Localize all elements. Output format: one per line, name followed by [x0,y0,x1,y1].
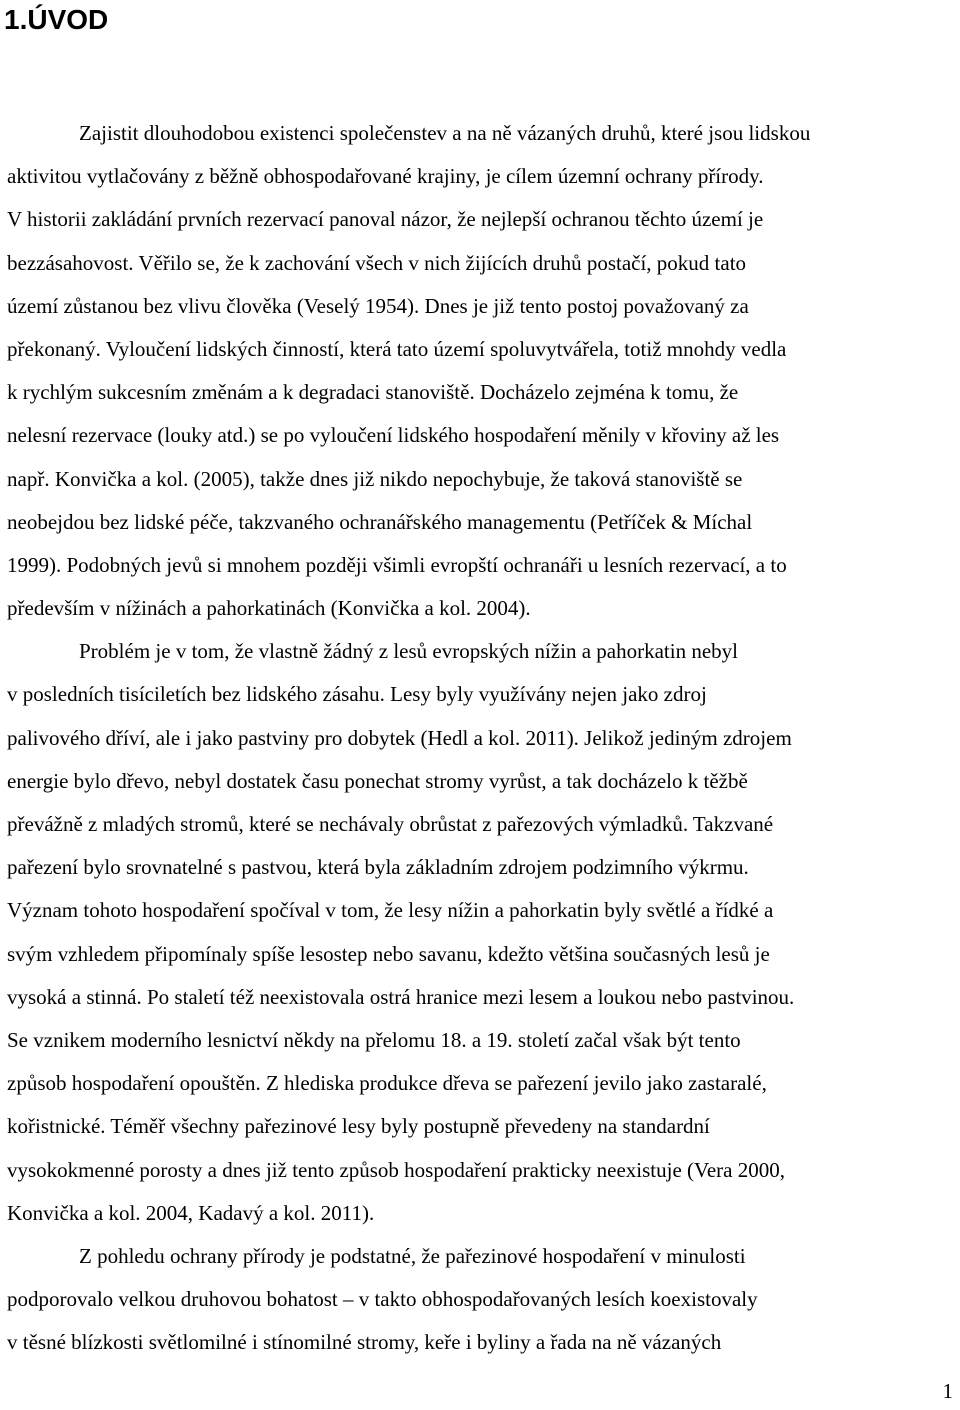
text-line: Problém je v tom, že vlastně žádný z lesů evropských nížin a pahorkatin nebyl [79,639,738,664]
paragraph-3 [7,1235,953,1365]
text-line: kořistnické. Téměř všechny pařezinové lesy byly postupně převedeny na standardní [7,1114,710,1139]
text-line: neobejdou bez lidské péče, takzvaného ochranářského managementu (Petříček & Míchal [7,509,753,534]
section-heading: 1.ÚVOD [4,4,109,35]
text-line: vysokokmenné porosty a dnes již tento způsob hospodaření prakticky neexistuje (Vera 2000, [7,1157,785,1182]
text-line: Zajistit dlouhodobou existenci společenstev a na ně vázaných druhů, které jsou lidskou [79,121,811,145]
text-line: energie bylo dřevo, nebyl dostatek času ponechat stromy vyrůst, a tak docházelo k těžbě [7,768,748,793]
text-line: k rychlým sukcesním změnám a k degradaci stanoviště. Docházelo zejména k tomu, že [7,380,739,405]
text-line: pařezení bylo srovnatelné s pastvou, která byla základním zdrojem podzimního výkrmu. [7,855,749,880]
page-number: 1 [942,1379,953,1403]
text-line: V historii zakládání prvních rezervací panoval názor, že nejlepší ochranou těchto území je [7,207,764,232]
text-line: Význam tohoto hospodaření spočíval v tom, že lesy nížin a pahorkatin byly světlé a řídké a [7,898,774,923]
body-text [7,112,953,1364]
text-line: v těsné blízkosti světlomilné i stínomilné stromy, keře i byliny a řada na ně vázaných [7,1330,722,1355]
text-line: 1999). Podobných jevů si mnohem později všimli evropští ochranáři u lesních rezervací, a to [7,552,787,577]
text-line: vysoká a stinná. Po staletí též neexistovala ostrá hranice mezi lesem a loukou nebo pastvinou. [7,984,795,1009]
text-line: převážně z mladých stromů, které se nechávaly obrůstat z pařezových výmladků. Takzvané [7,812,774,836]
paragraph-1 [7,112,953,630]
text-line: způsob hospodaření opouštěn. Z hlediska produkce dřeva se pařezení jevilo jako zastaralé, [7,1071,767,1096]
text-line: nelesní rezervace (louky atd.) se po vyloučení lidského hospodaření měnily v křoviny až les [7,423,780,448]
text-line: bezzásahovost. Věřilo se, že k zachování všech v nich žijících druhů postačí, pokud tato [7,250,747,275]
text-line: palivového dříví, ale i jako pastviny pro dobytek (Hedl a kol. 2011). Jelikož jediným zdrojem [7,725,792,750]
text-line: v posledních tisíciletích bez lidského zásahu. Lesy byly využívány nejen jako zdroj [7,682,707,707]
text-line: především v nížinách a pahorkatinách (Konvička a kol. 2004). [7,596,531,621]
text-line: Konvička a kol. 2004, Kadavý a kol. 2011). [7,1200,375,1225]
text-line: Se vznikem moderního lesnictví někdy na přelomu 18. a 19. století začal však být tento [7,1027,741,1052]
text-line: podporovalo velkou druhovou bohatost – v takto obhospodařovaných lesích koexistovaly [7,1287,758,1312]
text-line: aktivitou vytlačovány z běžně obhospodařované krajiny, je cílem územní ochrany přírody. [7,164,764,189]
text-line: Z pohledu ochrany přírody je podstatné, že pařezinové hospodaření v minulosti [79,1243,746,1268]
text-line: např. Konvička a kol. (2005), takže dnes již nikdo nepochybuje, že taková stanoviště se [7,466,743,491]
paragraph-2 [7,630,953,1235]
text-line: území zůstanou bez vlivu člověka (Veselý 1954). Dnes je již tento postoj považovaný za [7,293,749,318]
text-line: svým vzhledem připomínaly spíše lesostep nebo savanu, kdežto většina současných lesů je [7,941,770,966]
text-line: překonaný. Vyloučení lidských činností, která tato území spoluvytvářela, totiž mnohdy vedla [7,336,787,361]
